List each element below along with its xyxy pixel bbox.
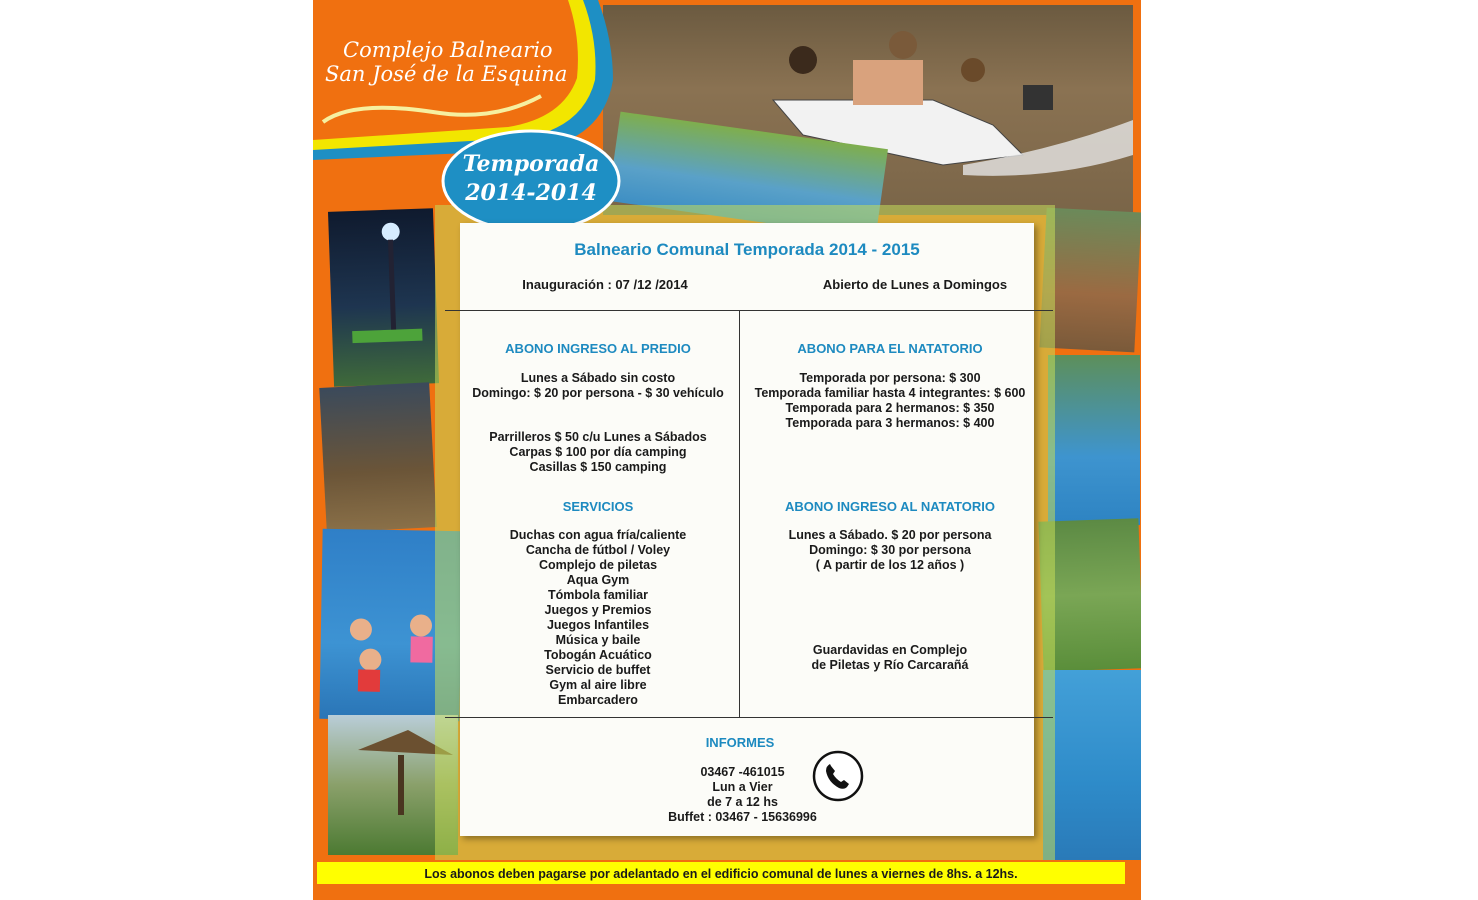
- predio-extra: Parrilleros $ 50 c/u Lunes a Sábados: [489, 430, 707, 444]
- info-card: [460, 223, 1034, 836]
- ingreso-natatorio-line: Domingo: $ 30 por persona: [809, 543, 971, 557]
- ingreso-natatorio-line: ( A partir de los 12 años ): [815, 558, 965, 572]
- informes-line: de 7 a 12 hs: [707, 795, 778, 809]
- servicio-item: Juegos Infantiles: [546, 618, 650, 632]
- servicio-item: Tómbola familiar: [547, 588, 649, 602]
- season-badge-line-2: 2014-2014: [465, 180, 597, 206]
- column-divider: [739, 311, 740, 717]
- natatorio-line: Temporada familiar hasta 4 integrantes: $ 600: [754, 386, 1026, 400]
- season-badge-line-1: Temporada: [462, 151, 600, 177]
- informes-line: 03467 -461015: [700, 765, 785, 779]
- natatorio-lines: [744, 371, 1036, 431]
- natatorio-line: Temporada por persona: $ 300: [799, 371, 981, 385]
- footer-note: Los abonos deben pagarse por adelantado en el edificio comunal de lunes a viernes de 8hs. a 12hs.: [317, 862, 1125, 884]
- servicios-heading: SERVICIOS: [562, 499, 634, 514]
- natatorio-line: Temporada para 3 hermanos: $ 400: [785, 416, 995, 430]
- informes-line: Lun a Vier: [712, 780, 773, 794]
- servicios-list: [460, 528, 736, 708]
- logo-line-1: Complejo Balneario: [343, 38, 553, 62]
- predio-extras: [460, 430, 736, 475]
- servicio-item: Aqua Gym: [566, 573, 630, 587]
- inauguration-date: Inauguración : 07 /12 /2014: [522, 277, 688, 292]
- servicio-item: Cancha de fútbol / Voley: [525, 543, 671, 557]
- pool-photo-2: [1043, 670, 1141, 860]
- predio-line: Lunes a Sábado sin costo: [520, 371, 676, 385]
- servicio-item: Música y baile: [555, 633, 641, 647]
- natatorio-heading: ABONO PARA EL NATATORIO: [797, 341, 983, 356]
- ingreso-natatorio-lines: [744, 528, 1036, 573]
- guardavidas-note: [744, 643, 1036, 673]
- servicio-item: Gym al aire libre: [549, 678, 647, 692]
- card-title: Balneario Comunal Temporada 2014 - 2015: [574, 240, 920, 259]
- servicio-item: Tobogán Acuático: [544, 648, 652, 662]
- servicio-item: Complejo de piletas: [538, 558, 658, 572]
- telephone-icon: [812, 750, 864, 802]
- predio-lines: [460, 371, 736, 401]
- servicio-item: Servicio de buffet: [545, 663, 651, 677]
- informes-heading: INFORMES: [705, 735, 775, 750]
- dock-photo: [319, 382, 436, 533]
- guardavidas-line: Guardavidas en Complejo: [812, 643, 968, 657]
- ingreso-natatorio-heading: ABONO INGRESO AL NATATORIO: [785, 499, 995, 514]
- servicio-item: Embarcadero: [558, 693, 638, 707]
- predio-extra: Casillas $ 150 camping: [529, 460, 667, 474]
- servicio-item: Duchas con agua fría/caliente: [509, 528, 687, 542]
- night-lamp-photo: [328, 208, 439, 387]
- predio-extra: Carpas $ 100 por día camping: [509, 445, 687, 459]
- predio-line: Domingo: $ 20 por persona - $ 30 vehículo: [472, 386, 724, 400]
- pool-photo-1: [1048, 355, 1140, 525]
- bottom-divider: [445, 717, 1053, 718]
- top-divider: [445, 310, 1053, 311]
- servicio-item: Juegos y Premios: [544, 603, 652, 617]
- informes-line: Buffet : 03467 - 15636996: [668, 810, 817, 824]
- ingreso-natatorio-line: Lunes a Sábado. $ 20 por persona: [788, 528, 992, 542]
- open-days: Abierto de Lunes a Domingos: [822, 277, 1008, 292]
- lamp-illustration: [328, 208, 439, 387]
- season-badge: [456, 150, 606, 208]
- logo-line-2: San José de la Esquina: [325, 62, 568, 86]
- guardavidas-line: de Piletas y Río Carcarañá: [811, 658, 969, 672]
- natatorio-line: Temporada para 2 hermanos: $ 350: [785, 401, 995, 415]
- predio-heading: ABONO INGRESO AL PREDIO: [505, 341, 691, 356]
